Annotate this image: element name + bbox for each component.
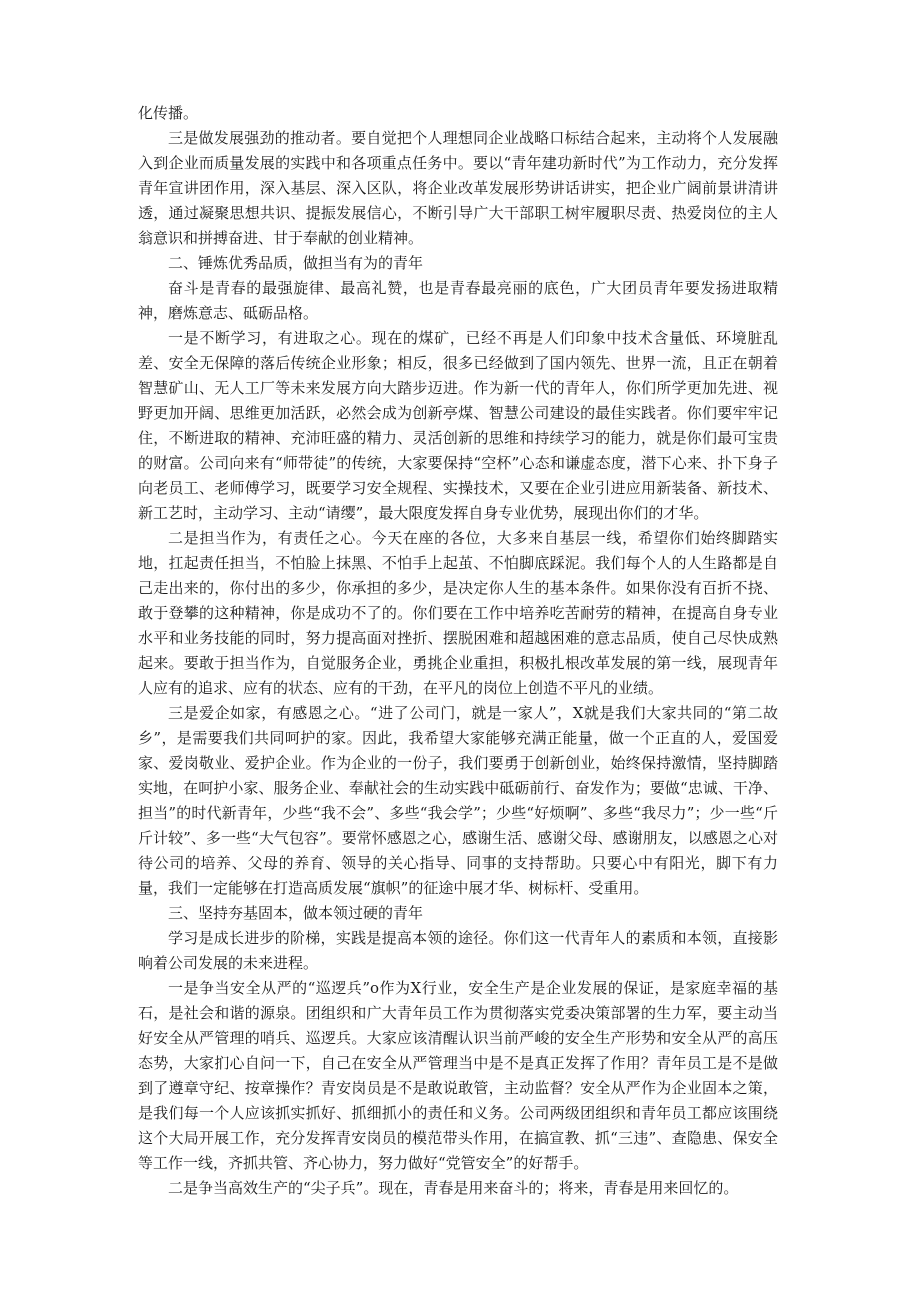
- document-page: [138, 101, 778, 1201]
- paragraph-keep-learning: 一是不断学习，有进取之心。现在的煤矿，已经不再是人们印象中技术含量低、环境脏乱差、安全无保障的落后传统企业形象；相反，很多已经做到了国内领先、世界一流，且正在朝着智慧矿山、无人工厂等未来发展方向大踏步迈进。作为新一代的青年人，你们所学更加先进、视野更加开阔、思维更加活跃，必然会成为创新亭煤、智慧公司建设的最佳实践者。你们要牢牢记住，不断进取的精神、充沛旺盛的精力、灵活创新的思维和持续学习的能力，就是你们最可宝贵的财富。公司向来有“师带徒”的传统，大家要保持“空杯”心态和谦虚态度，潜下心来、扑下身子向老员工、老师傅学习，既要学习安全规程、实操技术，又要在企业引进应用新装备、新技术、新工艺时，主动学习、主动“请缨”，最大限度发挥自身专业优势，展现出你们的才华。: [138, 329, 778, 522]
- paragraph-continuation: 化传播。: [138, 104, 199, 122]
- paragraph-section-three-intro: 学习是成长进步的阶梯，实践是提高本领的途径。你们这一代青年人的素质和本领，直接影响着公司发展的未来进程。: [138, 929, 778, 972]
- paragraph-efficient-production: 二是争当高效生产的“尖子兵”。现在，青春是用来奋斗的；将来，青春是用来回忆的。: [168, 1179, 739, 1197]
- paragraph-love-company: 三是爱企如家，有感恩之心。“进了公司门，就是一家人”，X就是我们大家共同的“第二故乡”，是需要我们共同呵护的家。因此，我希望大家能够充满正能量，做一个正直的人，爱国爱家、爱岗敬业、爱护企业。作为企业的一份子，我们要勇于创新创业，始终保持激情，坚持脚踏实地，在呵护小家、服务企业、奉献社会的生动实践中砥砺前行、奋发作为；要做“忠诚、干净、担当”的时代新青年，少些“我不会”、多些“我会学”；少些“好烦啊”、多些“我尽力”；少一些“斤斤计较”、多一些“大气包容”。要常怀感恩之心，感谢生活、感谢父母、感谢朋友，以感恩之心对待公司的培养、父母的养育、领导的关心指导、同事的支持帮助。只要心中有阳光，脚下有力量，我们一定能够在打造高质发展“旗帜”的征途中展才华、树标杆、受重用。: [138, 704, 778, 897]
- section-heading-two: 二、锤炼优秀品质，做担当有为的青年: [168, 254, 424, 272]
- paragraph-point-three-driver: 三是做发展强劲的推动者。要自觉把个人理想同企业战略口标结合起来，主动将个人发展融入到企业而质量发展的实践中和各项重点任务中。要以“青年建功新时代”为工作动力，充分发挥青年宣讲团作用，深入基层、深入区队，将企业改革发展形势讲话讲实，把企业广阔前景讲清讲透，通过凝聚思想共识、提振发展信心，不断引导广大干部职工树牢履职尽责、热爱岗位的主人翁意识和拼搏奋进、甘于奉献的创业精神。: [138, 129, 778, 247]
- paragraph-take-responsibility: 二是担当作为，有责任之心。今天在座的各位，大多来自基层一线，希望你们始终脚踏实地，扛起责任担当，不怕脸上抹黑、不怕手上起茧、不怕脚底踩泥。我们每个人的人生路都是自己走出来的，你付出的多少，你承担的多少，是决定你人生的基本条件。如果你没有百折不挠、敢于登攀的这种精神，你是成功不了的。你们要在工作中培养吃苦耐劳的精神，在提高自身专业水平和业务技能的同时，努力提高面对挫折、摆脱困难和超越困难的意志品质，使自己尽快成熟起来。要敢于担当作为，自觉服务企业，勇挑企业重担，积极扎根改革发展的第一线，展现青年人应有的追求、应有的状态、应有的干劲，在平凡的岗位上创造不平凡的业绩。: [138, 529, 778, 697]
- section-heading-three: 三、坚持夯基固本，做本领过硬的青年: [168, 904, 424, 922]
- paragraph-safety-patrol: 一是争当安全从严的“巡逻兵”o作为X行业，安全生产是企业发展的保证，是家庭幸福的基石，是社会和谐的源泉。团组织和广大青年员工作为贯彻落实党委决策部署的生力军，要主动当好安全从严管理的哨兵、巡逻兵。大家应该清醒认识当前严峻的安全生产形势和安全从严的高压态势，大家扪心自问一下，自己在安全从严管理当中是不是真正发挥了作用？青年员工是不是做到了遵章守纪、按章操作？青安岗员是不是敢说敢管，主动监督？安全从严作为企业固本之策，是我们每一个人应该抓实抓好、抓细抓小的责任和义务。公司两级团组织和青年员工都应该围绕这个大局开展工作，充分发挥青安岗员的模范带头作用，在搞宣教、抓“三违”、查隐患、保安全等工作一线，齐抓共管、齐心协力，努力做好“党管安全”的好帮手。: [138, 979, 778, 1172]
- paragraph-section-two-intro: 奋斗是青春的最强旋律、最高礼赞，也是青春最亮丽的底色，广大团员青年要发扬进取精神，磨炼意志、砥砺品格。: [138, 279, 778, 322]
